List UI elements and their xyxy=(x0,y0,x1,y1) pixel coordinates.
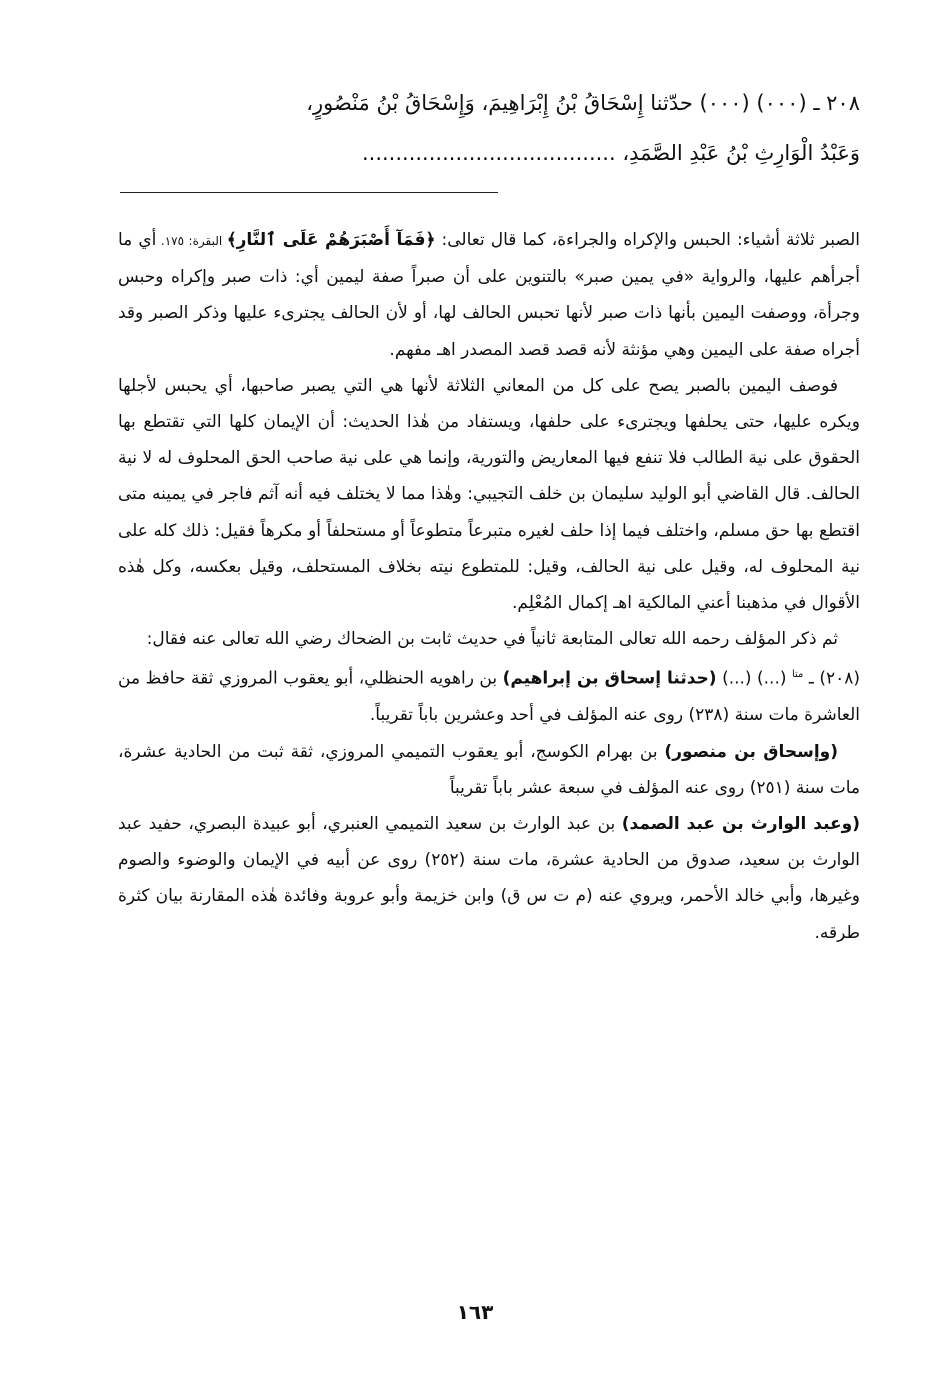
commentary-paragraph: ثم ذكر المؤلف رحمه الله تعالى المتابعة ثانياً في حديث ثابت بن الضحاك رضي الله تعالى عنه فقال: xyxy=(146,629,838,650)
hadith-line: ٢٠٨ ـ (٠٠٠) (٠٠٠) حدّثنا إِسْحَاقُ بْنُ إِبْرَاهِيمَ، وَإِسْحَاقُ بْنُ مَنْصُورٍ، xyxy=(306,91,860,115)
quran-reference: البقرة: ١٧٥. xyxy=(156,234,227,248)
page-number: ١٦٣ xyxy=(456,1300,494,1324)
text: (...) (...) xyxy=(716,669,792,690)
narrator-name: (حدثنا إسحاق بن إبراهيم) xyxy=(502,669,717,690)
hadith-text xyxy=(118,78,860,178)
text: بن عبد الوارث بن سعيد التميمي العنبري، أبو عبيدة البصري، حفيد عبد الوارث بن سعيد، صدوق من الحادية عشرة، مات سنة (٢٥٢) روى عن أبيه في الإيمان والوضوء والصوم وغيرها، وأبي خالد الأحمر، ويروي عنه (م ت س ق) وابن خزيمة وأبو عروبة وفائدة هٰذه المقارنة بيان كثرة طرقه. xyxy=(118,813,860,943)
text: بن راهويه الحنظلي، أبو يعقوب المروزي ثقة حافظ من العاشرة مات سنة (٢٣٨) روى عنه المؤلف في أحد وعشرين باباً تقريباً. xyxy=(118,669,860,726)
narrator-name: (وعبد الوارث بن عبد الصمد) xyxy=(621,813,860,834)
hadith-number: (٢٠٨) ـ xyxy=(803,669,861,690)
narrator-name: (وإسحاق بن منصور) xyxy=(664,741,838,762)
footnote-divider xyxy=(120,192,498,193)
text: بن بهرام الكوسج، أبو يعقوب التميمي المروزي، ثقة ثبت من الحادية عشرة، مات سنة (٢٥١) روى عنه المؤلف في سبعة عشر باباً تقريباً xyxy=(118,741,860,798)
commentary xyxy=(118,222,860,951)
hadith-line: وَعَبْدُ الْوَارِثِ بْنُ عَبْدِ الصَّمَدِ، ...................................... xyxy=(361,141,860,165)
text: أي ما أجرأهم عليها، والرواية «في يمين صبر» بالتنوين على أن صبراً صفة ليمين أي: ذات صبر وإكراه وحبس وجرأة، ووصفت اليمين بأنها ذات صبر لأنها تحبس الحالف لها، أو لأن الحالف يجترىء عليها وذكر الصبر وقد أجراه صفة على اليمين وهي مؤنثة لأنه قصد قصد المصدر اهـ مفهم. xyxy=(118,230,860,360)
commentary-paragraph xyxy=(118,734,860,806)
commentary-paragraph: فوصف اليمين بالصبر يصح على كل من المعاني الثلاثة لأنها هي التي يصبر صاحبها، أي يحبس لأجلها ويكره عليها، حتى يحلفها ويجترىء على حلفها، ويستفاد من هٰذا الحديث: أن الإيمان كلها التي تقتطع بها الحقوق على نية الطالب فلا تنفع فيها المعاريض والتورية، وإنما هي على نية صاحب الحق المحلوف له لا نية الحالف. قال القاضي أبو الوليد سليمان بن خلف التجيبي: وهٰذا مما لا يختلف فيه أنه آثم فاجر في يمينه متى اقتطع بها حق مسلم، واختلف فيما إذا حلف لغيره متبرعاً متطوعاً أو مستحلفاً أو مكرهاً فقيل: ذلك كله على نية المحلوف له، وقيل على نية الحالف، وقيل: للمتطوع نيته بخلاف المستحلف، وقيل بعكسه، وكل هٰذه الأقوال في مذهبنا أعني المالكية اهـ إكمال المُعْلِم. xyxy=(118,375,860,614)
commentary-paragraph xyxy=(118,806,860,951)
text: الصبر ثلاثة أشياء: الحبس والإكراه والجراءة، كما قال تعالى: xyxy=(435,230,860,250)
commentary-paragraph xyxy=(118,222,860,368)
commentary-paragraph xyxy=(118,657,860,733)
symbol: متا xyxy=(791,669,804,681)
quran-quote: ﴿فَمَآ أَصْبَرَهُمْ عَلَى ٱلنَّارِ﴾ xyxy=(226,230,436,250)
